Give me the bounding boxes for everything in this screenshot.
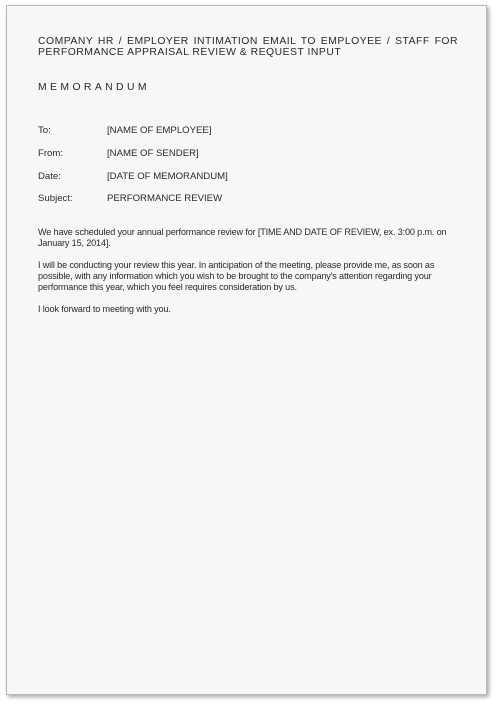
from-value: [NAME OF SENDER] bbox=[107, 148, 199, 159]
document-title: COMPANY HR / EMPLOYER INTIMATION EMAIL TO EMPLOYEE / STAFF FOR PERFORMANCE APPRAISAL REVIEW & REQUEST INPUT bbox=[38, 36, 458, 58]
subject-label: Subject: bbox=[38, 193, 73, 204]
body-paragraph-schedule: We have scheduled your annual performance review for [TIME AND DATE OF REVIEW, ex. 3:00 p.m. on January 15, 2014]. bbox=[38, 227, 447, 248]
from-label: From: bbox=[38, 148, 64, 159]
date-label: Date: bbox=[38, 171, 61, 182]
memorandum-heading: MEMORANDUM bbox=[38, 82, 150, 93]
body-paragraph-request: I will be conducting your review this year. In anticipation of the meeting, please provide me, as soon as possible, with any information which you wish to be brought to the company's attention regarding your performance this year, which you feel requires consideration by us. bbox=[38, 260, 435, 292]
to-label: To: bbox=[38, 125, 51, 136]
body-paragraph-closing: I look forward to meeting with you. bbox=[38, 304, 171, 314]
document-page bbox=[6, 5, 487, 695]
date-value: [DATE OF MEMORANDUM] bbox=[107, 171, 228, 182]
subject-value: PERFORMANCE REVIEW bbox=[107, 193, 223, 204]
to-value: [NAME OF EMPLOYEE] bbox=[107, 125, 212, 136]
